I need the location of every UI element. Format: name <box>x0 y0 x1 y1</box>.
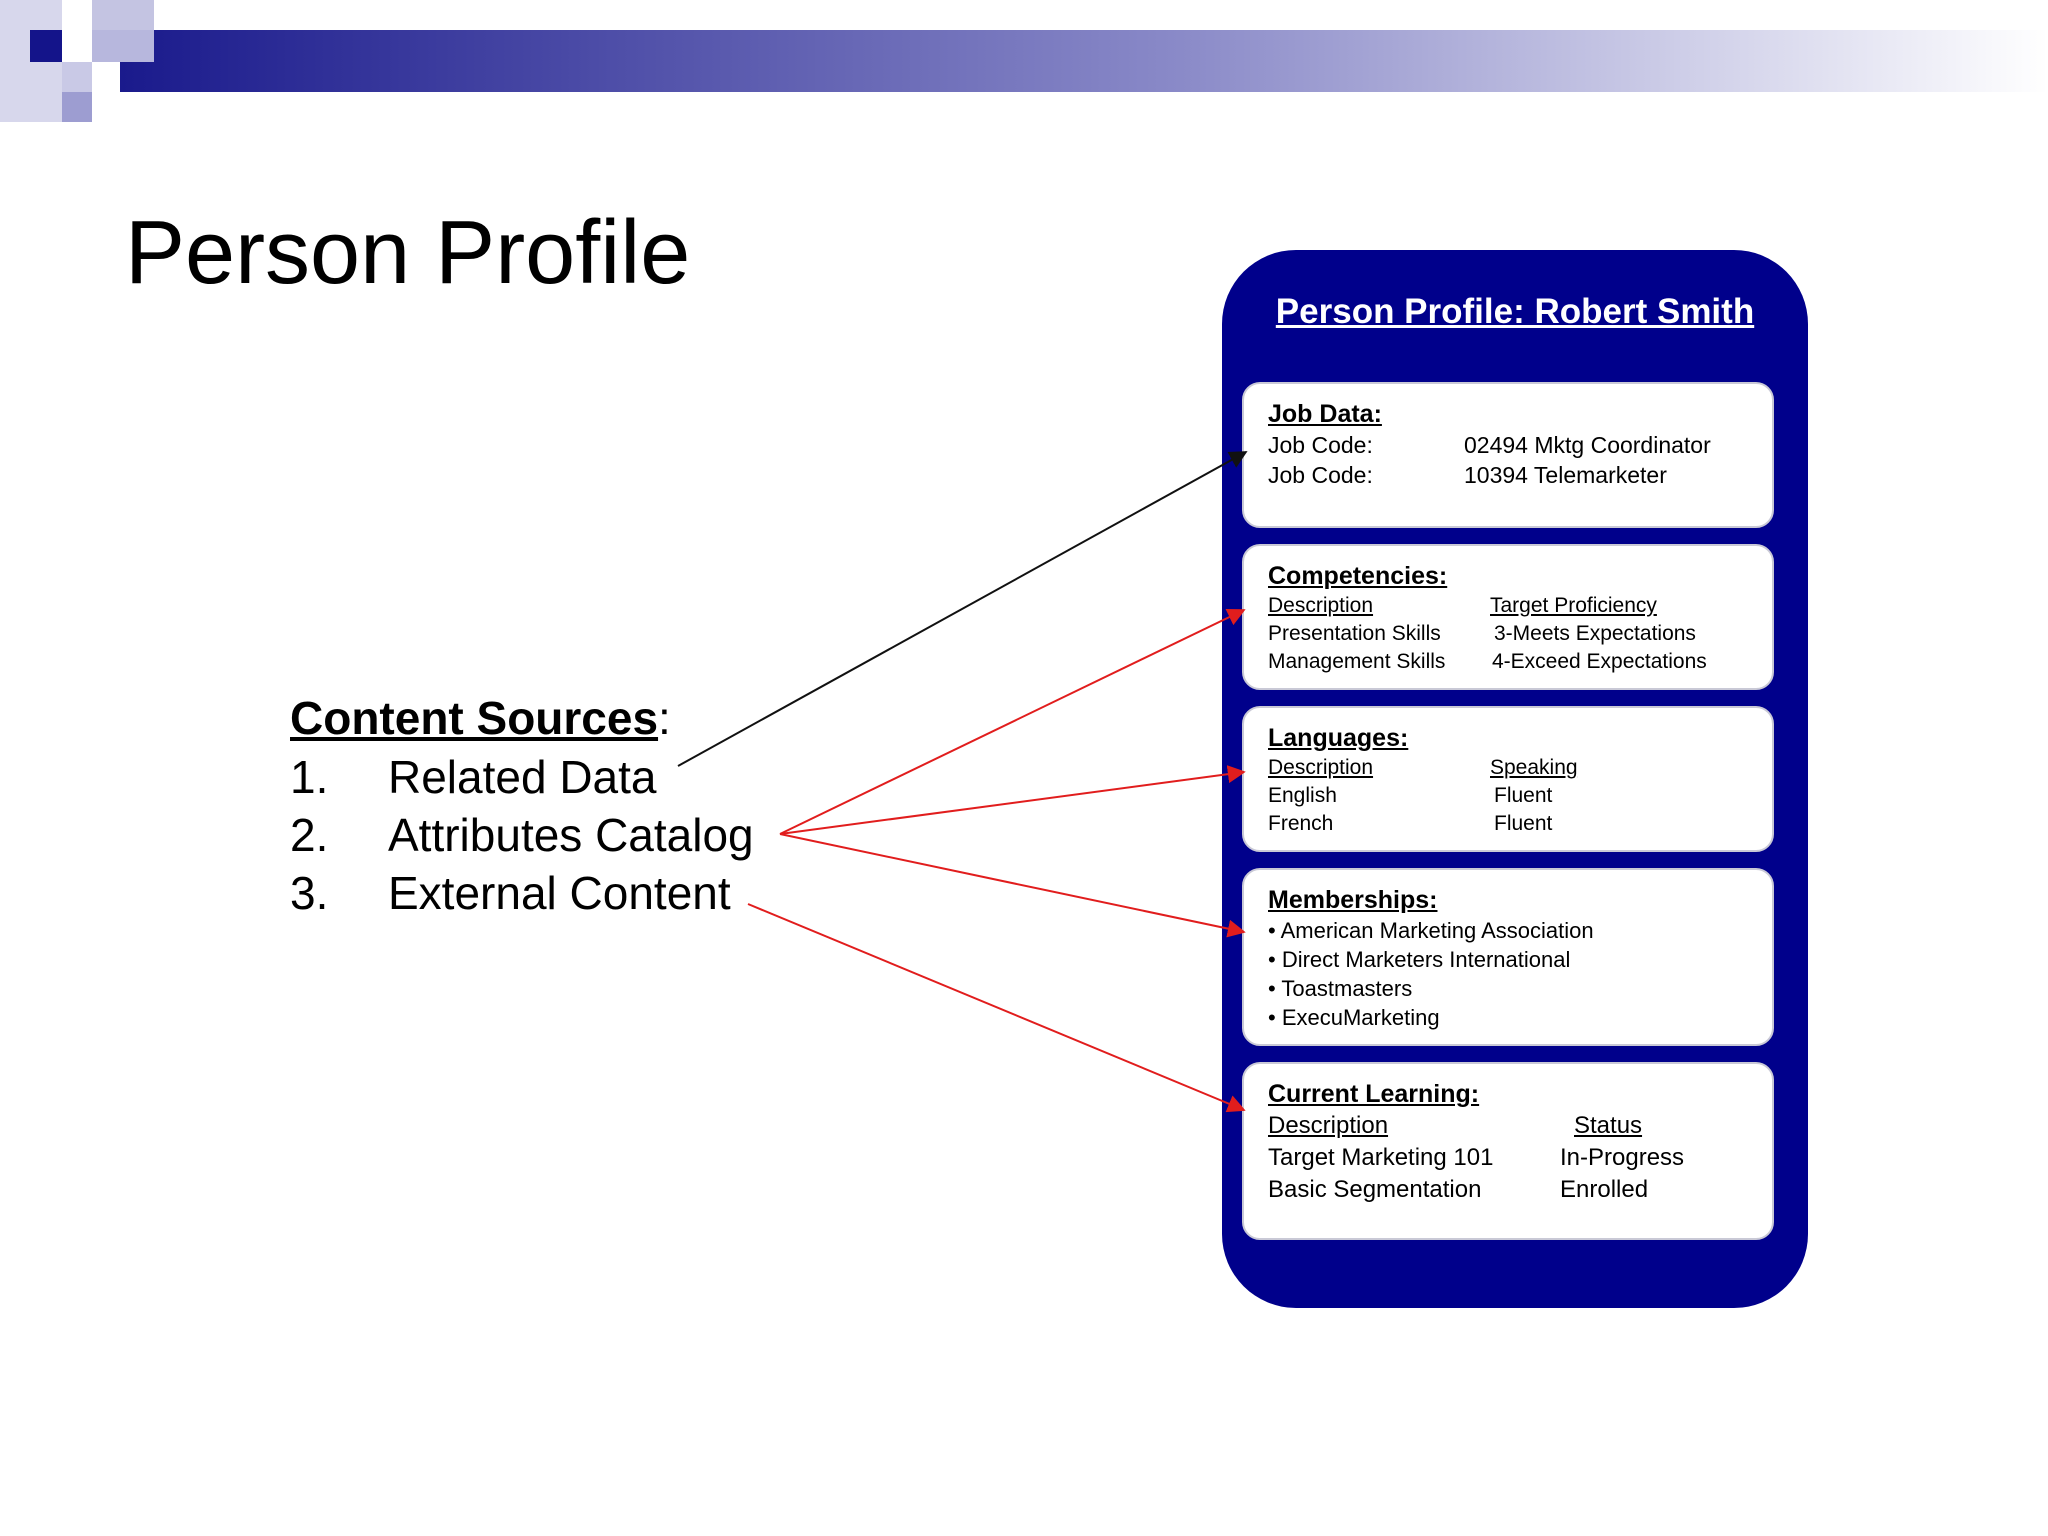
languages-col-speaking: Speaking <box>1490 756 1578 779</box>
job-code-value: 10394 Telemarketer <box>1464 462 1667 488</box>
language-description: English <box>1268 784 1337 807</box>
job-code-value: 02494 Mktg Coordinator <box>1464 432 1711 458</box>
arrow-catalog-to-competencies <box>780 610 1244 834</box>
job-data-heading: Job Data: <box>1268 400 1382 428</box>
content-sources-heading-text: Content Sources <box>290 692 659 744</box>
membership-item: • Direct Marketers International <box>1268 947 1571 972</box>
job-code-label: Job Code: <box>1268 462 1373 488</box>
source-item-number: 2. <box>290 809 329 861</box>
languages-col-description: Description <box>1268 756 1374 779</box>
source-item-label: External Content <box>388 867 731 919</box>
memberships-heading: Memberships: <box>1268 886 1438 914</box>
languages-heading: Languages: <box>1268 724 1409 752</box>
arrow-external-to-current-learning <box>748 904 1244 1110</box>
competencies-col-target: Target Proficiency <box>1490 594 1657 617</box>
source-item-label: Related Data <box>388 751 657 803</box>
arrow-catalog-to-memberships <box>780 834 1244 932</box>
membership-item: • ExecuMarketing <box>1268 1005 1440 1030</box>
arrow-related-data-to-job-data <box>678 452 1246 766</box>
current-learning-heading: Current Learning: <box>1268 1080 1480 1108</box>
source-item-label: Attributes Catalog <box>388 809 754 861</box>
language-description: French <box>1268 812 1334 835</box>
learning-status: Enrolled <box>1560 1176 1649 1203</box>
arrow-catalog-to-languages <box>780 772 1244 834</box>
competencies-col-description: Description <box>1268 594 1374 617</box>
membership-item: • Toastmasters <box>1268 976 1413 1001</box>
learning-description: Target Marketing 101 <box>1268 1144 1494 1171</box>
competency-value: 4-Exceed Expectations <box>1492 650 1707 673</box>
learning-col-description: Description <box>1268 1112 1389 1139</box>
language-speaking: Fluent <box>1494 784 1553 807</box>
competencies-heading: Competencies: <box>1268 562 1448 590</box>
learning-status: In-Progress <box>1560 1144 1685 1171</box>
learning-col-status: Status <box>1574 1112 1643 1139</box>
competency-description: Presentation Skills <box>1268 622 1441 645</box>
content-sources-colon: : <box>658 692 671 744</box>
job-code-label: Job Code: <box>1268 432 1373 458</box>
competency-value: 3-Meets Expectations <box>1494 622 1696 645</box>
learning-description: Basic Segmentation <box>1268 1176 1482 1203</box>
profile-title: Person Profile: Robert Smith <box>1275 292 1755 331</box>
competency-description: Management Skills <box>1268 650 1446 673</box>
slide-title: Person Profile <box>125 203 691 303</box>
source-item-number: 3. <box>290 867 329 919</box>
membership-item: • American Marketing Association <box>1268 918 1594 943</box>
source-item-number: 1. <box>290 751 329 803</box>
language-speaking: Fluent <box>1494 812 1553 835</box>
